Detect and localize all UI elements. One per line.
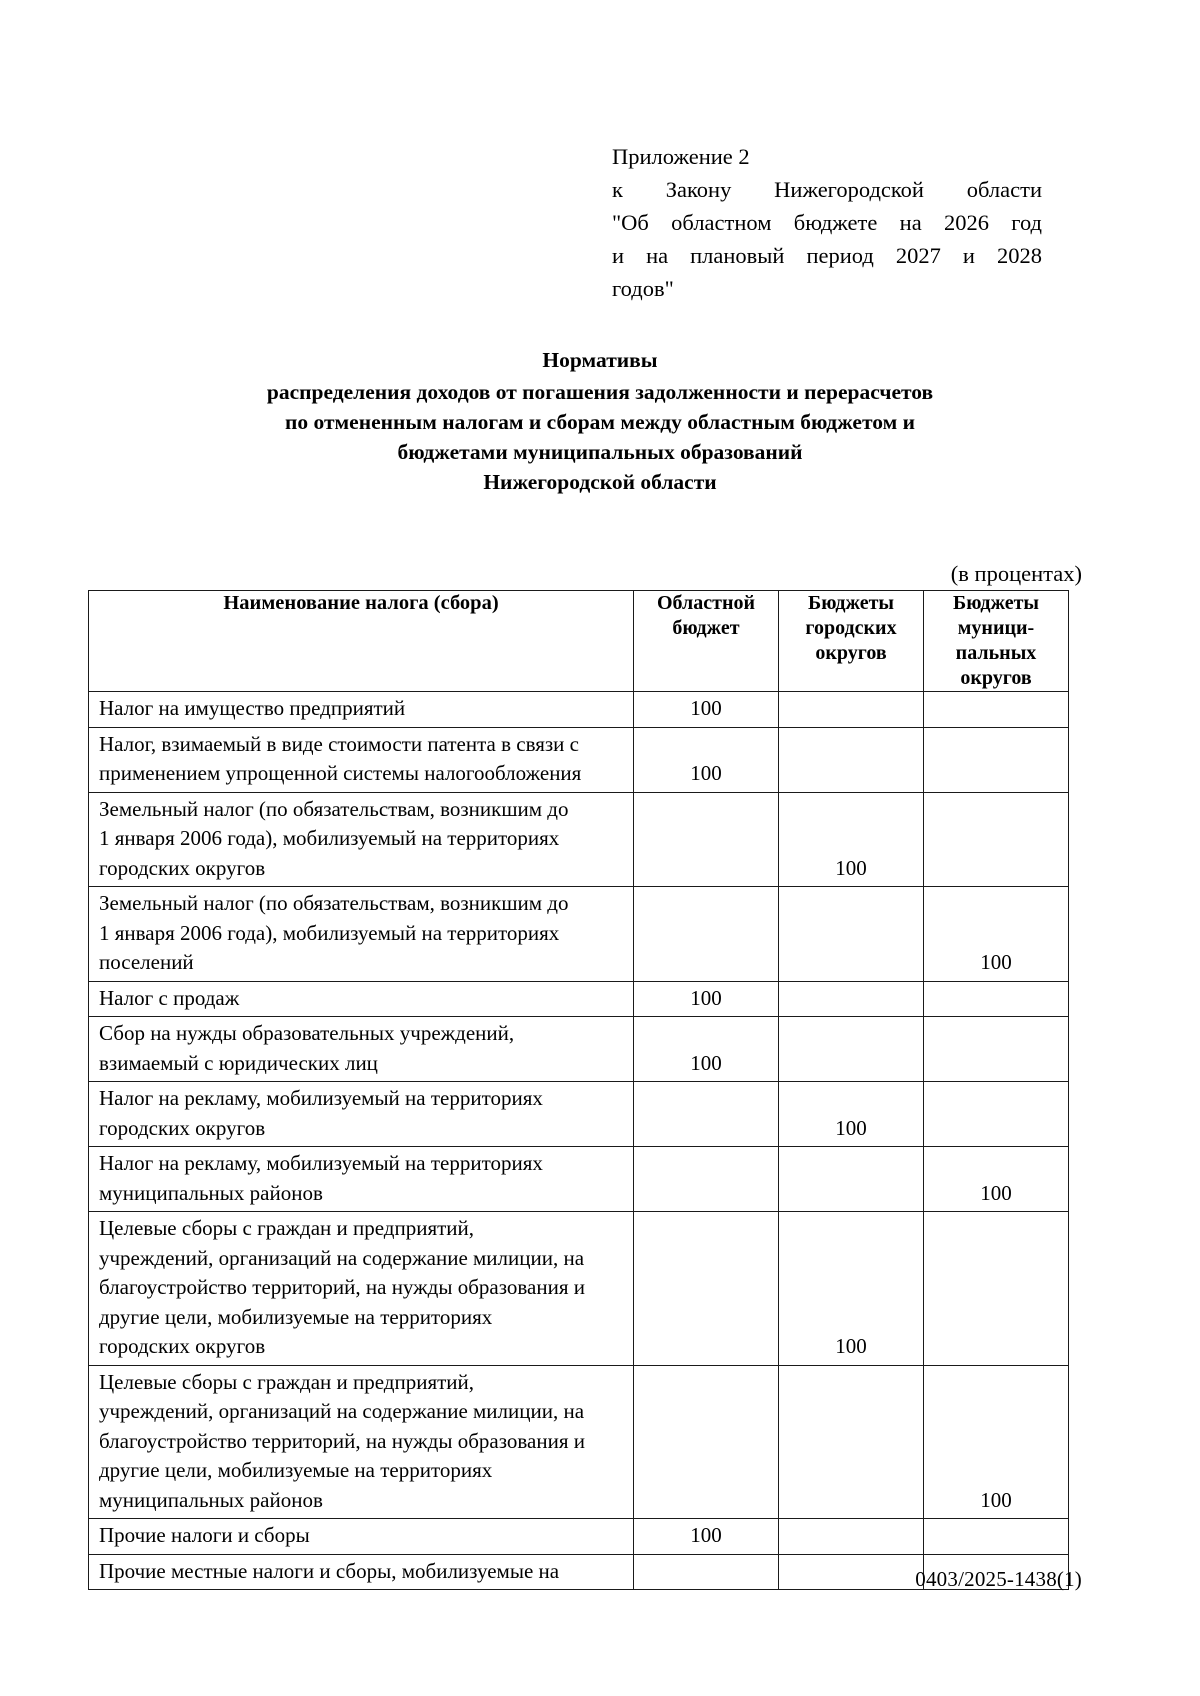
cell-tax-name — [89, 1212, 634, 1366]
column-header-municipal-districts-line-4: округов — [960, 667, 1032, 689]
table-head — [89, 591, 1069, 692]
appendix-law-line-3: и на плановый период 2027 и 2028 — [612, 243, 1042, 268]
cell-tax-name — [89, 1554, 634, 1590]
cell-tax-name-line: взимаемый с юридических лиц — [99, 1050, 378, 1075]
cell-tax-name-line: применением упрощенной системы налогообложения — [99, 761, 582, 785]
cell-tax-name-line: 1 января 2006 года), мобилизуемый на территориях — [99, 920, 560, 945]
cell-tax-name — [89, 1519, 634, 1555]
cell-municipal-districts — [924, 1212, 1069, 1366]
cell-tax-name — [89, 1365, 634, 1519]
cell-tax-name-line: Налог, взимаемый в виде стоимости патента в связи с — [99, 731, 579, 756]
column-header-municipal-districts-line-2: муници- — [957, 617, 1035, 639]
column-header-tax-name — [89, 591, 634, 692]
cell-regional-budget: 100 — [634, 1017, 779, 1082]
table-row — [89, 692, 1069, 728]
cell-city-districts — [779, 692, 924, 728]
cell-municipal-districts — [924, 727, 1069, 792]
cell-tax-name-line: Налог на рекламу, мобилизуемый на территориях — [99, 1086, 543, 1110]
cell-regional-budget — [634, 887, 779, 982]
cell-regional-budget — [634, 1082, 779, 1147]
cell-tax-name-line: Целевые сборы с граждан и предприятий, — [99, 1369, 475, 1394]
cell-city-districts: 100 — [779, 1082, 924, 1147]
column-header-city-districts — [779, 591, 924, 692]
cell-municipal-districts: 100 — [924, 1147, 1069, 1212]
cell-regional-budget: 100 — [634, 727, 779, 792]
cell-tax-name-line: учреждений, организаций на содержание милиции, на — [99, 1245, 585, 1270]
cell-tax-name-line: 1 января 2006 года), мобилизуемый на территориях — [99, 826, 560, 850]
cell-tax-name-line: благоустройство территорий, на нужды образования и — [99, 1275, 585, 1299]
table-row — [89, 792, 1069, 887]
cell-tax-name — [89, 887, 634, 982]
column-header-regional-budget-line-1: Областной — [656, 592, 756, 614]
units-note: (в процентах) — [950, 561, 1082, 586]
title-sub-line-4: Нижегородской области — [483, 470, 717, 494]
cell-regional-budget — [634, 1147, 779, 1212]
appendix-law-line-1: к Закону Нижегородской области — [612, 177, 1042, 202]
cell-tax-name — [89, 692, 634, 728]
cell-municipal-districts — [924, 1017, 1069, 1082]
column-header-city-districts-line-3: округов — [815, 642, 887, 664]
table-row — [89, 1082, 1069, 1147]
cell-city-districts — [779, 1017, 924, 1082]
cell-regional-budget — [634, 1554, 779, 1590]
cell-municipal-districts — [924, 792, 1069, 887]
footer-document-code: 0403/2025-1438(1) — [915, 1567, 1082, 1591]
cell-tax-name-line: Прочие налоги и сборы — [99, 1523, 310, 1547]
cell-tax-name-line: городских округов — [99, 855, 266, 880]
cell-regional-budget — [634, 792, 779, 887]
column-header-regional-budget — [634, 591, 779, 692]
title-sub-line-2: по отмененным налогам и сборам между областным бюджетом и — [285, 410, 915, 434]
table-row — [89, 727, 1069, 792]
cell-municipal-districts — [924, 692, 1069, 728]
column-header-regional-budget-line-2: бюджет — [672, 617, 740, 639]
column-header-municipal-districts-line-1: Бюджеты — [952, 592, 1040, 614]
cell-tax-name-line: другие цели, мобилизуемые на территориях — [99, 1304, 493, 1329]
appendix-law-line-2: "Об областном бюджете на 2026 год — [612, 210, 1042, 235]
cell-municipal-districts — [924, 1519, 1069, 1555]
norms-table-wrapper — [88, 590, 1068, 1590]
cell-city-districts — [779, 1519, 924, 1555]
cell-tax-name-line: Прочие местные налоги и сборы, мобилизуемые на — [99, 1558, 560, 1583]
cell-municipal-districts: 100 — [924, 1365, 1069, 1519]
cell-tax-name-line: городских округов — [99, 1334, 266, 1358]
cell-tax-name — [89, 792, 634, 887]
cell-tax-name-line: Налог с продаж — [99, 985, 240, 1010]
cell-city-districts: 100 — [779, 792, 924, 887]
cell-regional-budget: 100 — [634, 692, 779, 728]
table-row — [89, 1519, 1069, 1555]
table-row — [89, 887, 1069, 982]
column-header-municipal-districts-line-3: пальных — [955, 642, 1037, 664]
appendix-reference-block — [612, 140, 1042, 305]
cell-regional-budget — [634, 1212, 779, 1366]
cell-city-districts: 100 — [779, 1212, 924, 1366]
cell-tax-name — [89, 727, 634, 792]
cell-tax-name-line: благоустройство территорий, на нужды образования и — [99, 1428, 585, 1453]
table-row — [89, 1212, 1069, 1366]
table-body — [89, 692, 1069, 1590]
cell-tax-name-line: Налог на рекламу, мобилизуемый на территориях — [99, 1151, 543, 1175]
page-title — [100, 345, 1100, 497]
table-header-row — [89, 591, 1069, 692]
column-header-municipal-districts — [924, 591, 1069, 692]
cell-regional-budget: 100 — [634, 981, 779, 1017]
title-sub-line-3: бюджетами муниципальных образований — [397, 440, 803, 464]
cell-city-districts — [779, 887, 924, 982]
table-row — [89, 981, 1069, 1017]
title-sub-line-1: распределения доходов от погашения задолженности и перерасчетов — [266, 380, 934, 404]
cell-tax-name — [89, 1082, 634, 1147]
cell-tax-name — [89, 1017, 634, 1082]
cell-city-districts — [779, 1554, 924, 1590]
appendix-number: Приложение 2 — [612, 144, 750, 169]
cell-regional-budget: 100 — [634, 1519, 779, 1555]
appendix-law-line-4: годов" — [612, 276, 674, 301]
cell-tax-name — [89, 1147, 634, 1212]
cell-tax-name-line: Целевые сборы с граждан и предприятий, — [99, 1216, 475, 1240]
title-main: Нормативы — [542, 348, 658, 372]
table-row — [89, 1017, 1069, 1082]
cell-tax-name-line: другие цели, мобилизуемые на территориях — [99, 1458, 493, 1482]
cell-city-districts — [779, 981, 924, 1017]
cell-tax-name — [89, 981, 634, 1017]
cell-city-districts — [779, 727, 924, 792]
column-header-city-districts-line-1: Бюджеты — [807, 592, 895, 614]
column-header-tax-name-label: Наименование налога (сбора) — [223, 592, 499, 614]
cell-tax-name-line: Налог на имущество предприятий — [99, 696, 406, 720]
cell-city-districts — [779, 1365, 924, 1519]
cell-municipal-districts — [924, 1082, 1069, 1147]
cell-regional-budget — [634, 1365, 779, 1519]
column-header-city-districts-line-2: городских — [805, 617, 897, 639]
cell-tax-name-line: городских округов — [99, 1115, 266, 1140]
table-row — [89, 1365, 1069, 1519]
cell-tax-name-line: Земельный налог (по обязательствам, возникшим до — [99, 796, 569, 821]
cell-tax-name-line: учреждений, организаций на содержание милиции, на — [99, 1399, 585, 1423]
cell-tax-name-line: муниципальных районов — [99, 1487, 323, 1512]
cell-municipal-districts — [924, 981, 1069, 1017]
table-row — [89, 1147, 1069, 1212]
cell-tax-name-line: Земельный налог (по обязательствам, возникшим до — [99, 891, 569, 915]
cell-tax-name-line: поселений — [99, 950, 194, 974]
norms-table — [88, 590, 1069, 1590]
cell-city-districts — [779, 1147, 924, 1212]
cell-tax-name-line: муниципальных районов — [99, 1180, 323, 1205]
cell-municipal-districts: 100 — [924, 887, 1069, 982]
cell-tax-name-line: Сбор на нужды образовательных учреждений, — [99, 1021, 515, 1045]
